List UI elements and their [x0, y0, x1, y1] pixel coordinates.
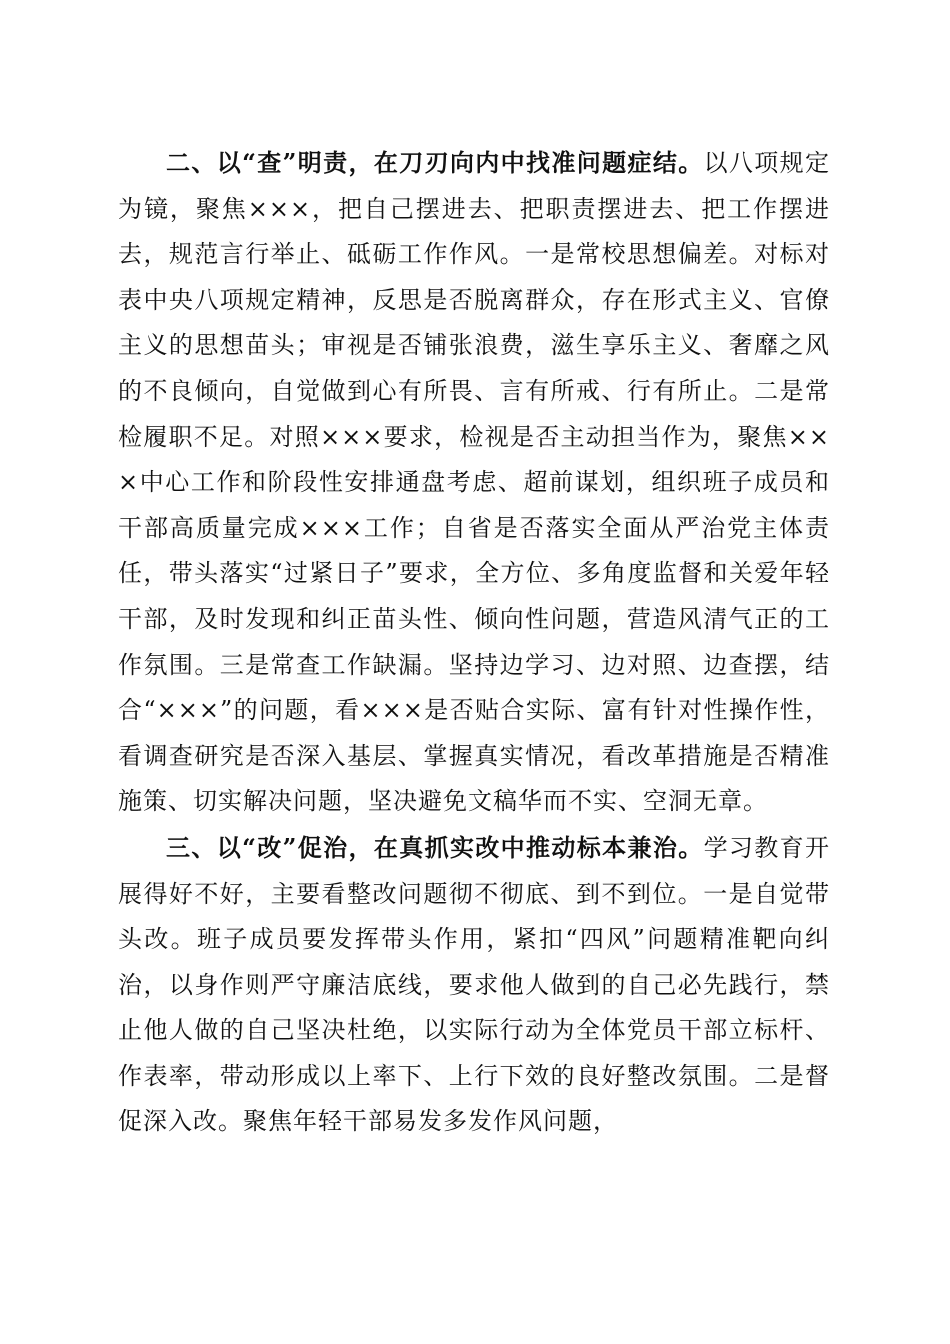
section-two-heading: 二、以“查”明责，在刀刃向内中找准问题症结。 [166, 148, 704, 177]
paragraph-section-three [118, 825, 830, 1145]
section-three-body: 学习教育开展得好不好，主要看整改问题彻不彻底、到不到位。一是自觉带头改。班子成员要发挥带头作用，紧扣“四风”问题精准靶向纠治，以身作则严守廉洁底线，要求他人做到的自己必先践行，禁止他人做的自己坚决杜绝，以实际行动为全体党员干部立标杆、作表率，带动形成以上率下、上行下效的良好整改氛围。二是督促深入改。聚焦年轻干部易发多发作风问题， [118, 833, 831, 1136]
document-body [118, 140, 830, 1145]
section-three-heading: 三、以“改”促治，在真抓实改中推动标本兼治。 [166, 832, 704, 862]
section-two-body: 以八项规定为镜，聚焦×××，把自己摆进去、把职责摆进去、把工作摆进去，规范言行举止、砥砺工作作风。一是常校思想偏差。对标对表中央八项规定精神，反思是否脱离群众，存在形式主义、官僚主义的思想苗头；审视是否铺张浪费，滋生享乐主义、奢靡之风的不良倾向，自觉做到心有所畏、言有所戒、行有所止。二是常检履职不足。对照×××要求，检视是否主动担当作为，聚焦×××中心工作和阶段性安排通盘考虑、超前谋划，组织班子成员和干部高质量完成×××工作；自省是否落实全面从严治党主体责任，带头落实“过紧日子”要求，全方位、多角度监督和关爱年轻干部，及时发现和纠正苗头性、倾向性问题，营造风清气正的工作氛围。三是常查工作缺漏。坚持边学习、边对照、边查摆，结合“×××”的问题，看×××是否贴合实际、富有针对性操作性，看调查研究是否深入基层、掌握真实情况，看改革措施是否精准施策、切实解决问题，坚决避免文稿华而不实、空洞无章。 [118, 149, 831, 816]
paragraph-section-two [118, 140, 830, 825]
